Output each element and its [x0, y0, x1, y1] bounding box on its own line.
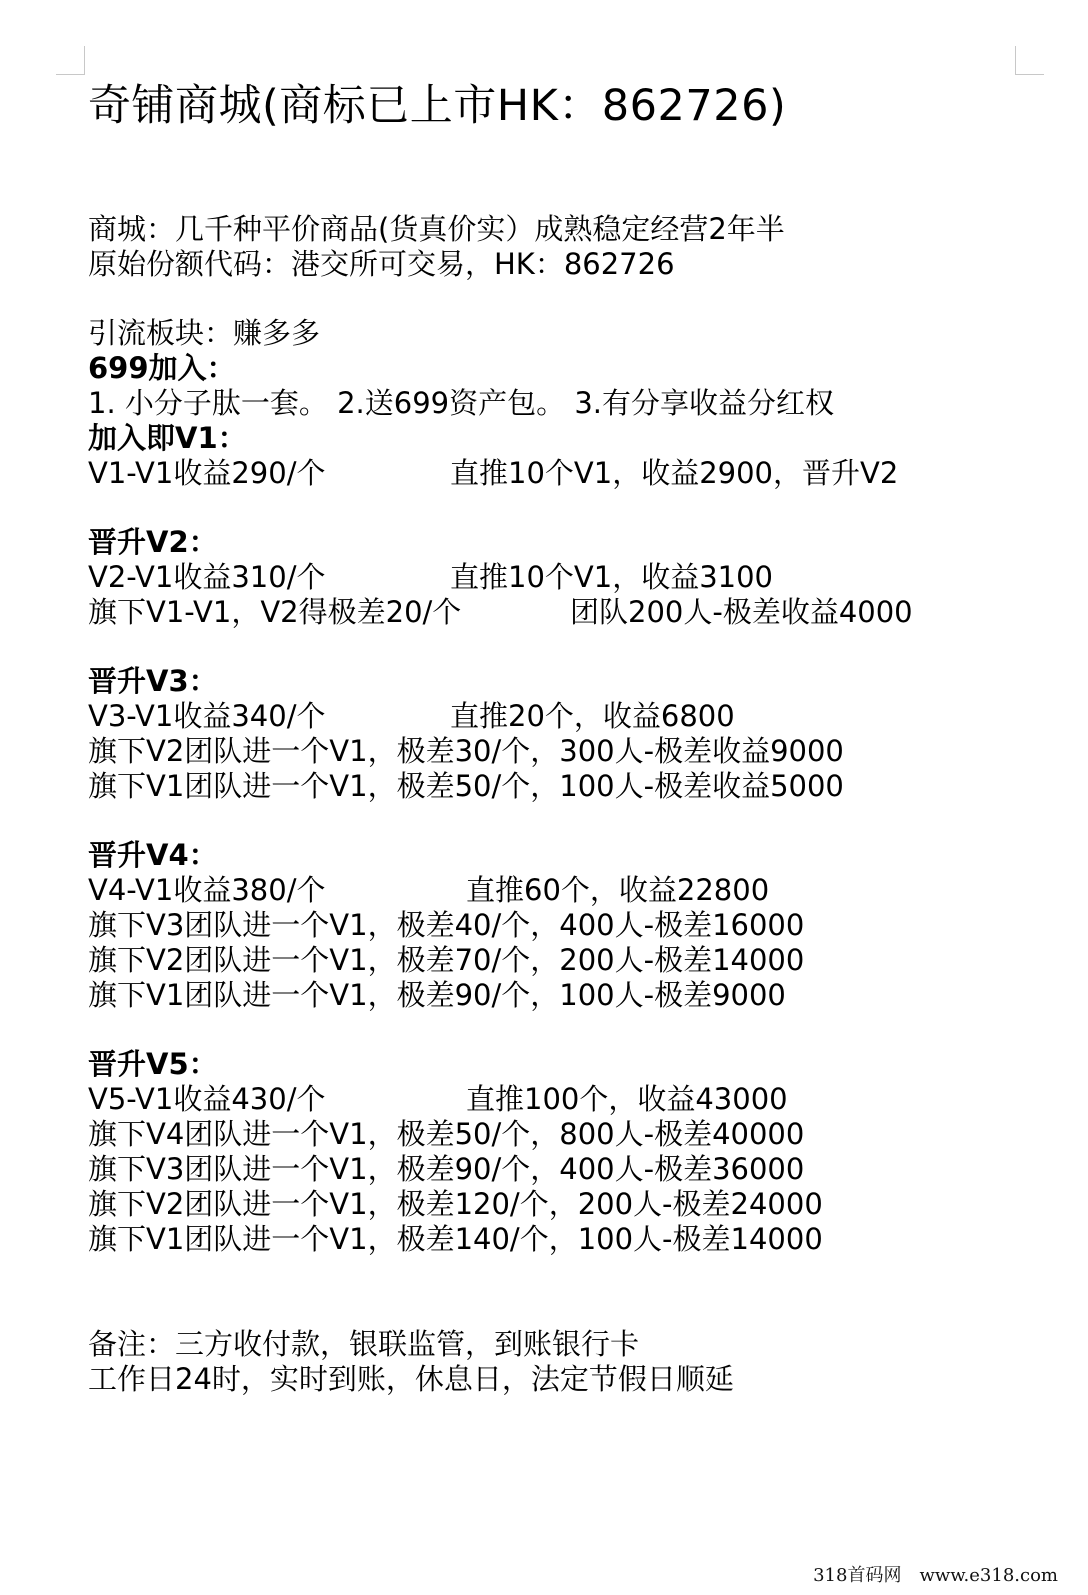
notes-line-2: 工作日24时，实时到账，休息日，法定节假日顺延	[88, 1362, 734, 1396]
v4-row-2: 旗下V3团队进一个V1，极差40/个，400人-极差16000	[88, 908, 805, 942]
v1-row-1	[88, 456, 1068, 491]
page-corner-mark-top-right	[1015, 46, 1044, 75]
join-heading: 699加入：	[88, 351, 236, 385]
join-benefits: 1. 小分子肽一套。 2.送699资产包。 3.有分享收益分红权	[88, 386, 835, 420]
intro-line-2: 原始份额代码：港交所可交易，HK：862726	[88, 247, 675, 281]
v1-row-1-income: V1-V1收益290/个	[88, 456, 326, 490]
v1-row-1-direct: 直推10个V1，收益2900，晋升V2	[450, 456, 899, 490]
site-watermark: 318首码网 www.e318.com	[813, 1565, 1058, 1586]
v2-row-2-team: 团队200人-极差收益4000	[570, 595, 913, 629]
v5-row-4: 旗下V2团队进一个V1，极差120/个，200人-极差24000	[88, 1187, 823, 1221]
v5-row-3: 旗下V3团队进一个V1，极差90/个，400人-极差36000	[88, 1152, 805, 1186]
notes-line-1: 备注：三方收付款，银联监管，到账银行卡	[88, 1327, 640, 1361]
v5-row-1-income: V5-V1收益430/个	[88, 1082, 326, 1116]
v2-row-2	[88, 595, 1068, 630]
v4-heading: 晋升V4：	[88, 838, 218, 872]
v2-row-1-direct: 直推10个V1，收益3100	[450, 560, 773, 594]
v5-row-1	[88, 1082, 1068, 1117]
traffic-section: 引流板块：赚多多	[88, 316, 321, 350]
v2-heading: 晋升V2：	[88, 525, 218, 559]
v3-heading: 晋升V3：	[88, 664, 218, 698]
document-body	[88, 80, 1068, 1397]
v5-row-1-direct: 直推100个，收益43000	[466, 1082, 788, 1116]
v2-row-1	[88, 560, 1068, 595]
v4-row-1	[88, 873, 1068, 908]
page-corner-mark-top-left	[56, 46, 85, 75]
v3-row-1	[88, 699, 1068, 734]
v4-row-1-income: V4-V1收益380/个	[88, 873, 326, 907]
v4-row-4: 旗下V1团队进一个V1，极差90/个，100人-极差9000	[88, 978, 786, 1012]
v2-row-1-income: V2-V1收益310/个	[88, 560, 326, 594]
intro-line-1: 商城：几千种平价商品(货真价实）成熟稳定经营2年半	[88, 212, 785, 246]
page-title: 奇铺商城(商标已上市HK：862726)	[88, 81, 787, 131]
v5-row-2: 旗下V4团队进一个V1，极差50/个，800人-极差40000	[88, 1117, 805, 1151]
v3-row-1-income: V3-V1收益340/个	[88, 699, 326, 733]
v3-row-1-direct: 直推20个，收益6800	[450, 699, 735, 733]
v5-row-5: 旗下V1团队进一个V1，极差140/个，100人-极差14000	[88, 1222, 823, 1256]
v4-row-3: 旗下V2团队进一个V1，极差70/个，200人-极差14000	[88, 943, 805, 977]
v5-heading: 晋升V5：	[88, 1047, 218, 1081]
v4-row-1-direct: 直推60个，收益22800	[466, 873, 770, 907]
v3-row-3: 旗下V1团队进一个V1，极差50/个，100人-极差收益5000	[88, 769, 844, 803]
v3-row-2: 旗下V2团队进一个V1，极差30/个，300人-极差收益9000	[88, 734, 844, 768]
v2-row-2-diff: 旗下V1-V1，V2得极差20/个	[88, 595, 462, 629]
v1-heading: 加入即V1：	[88, 421, 247, 455]
